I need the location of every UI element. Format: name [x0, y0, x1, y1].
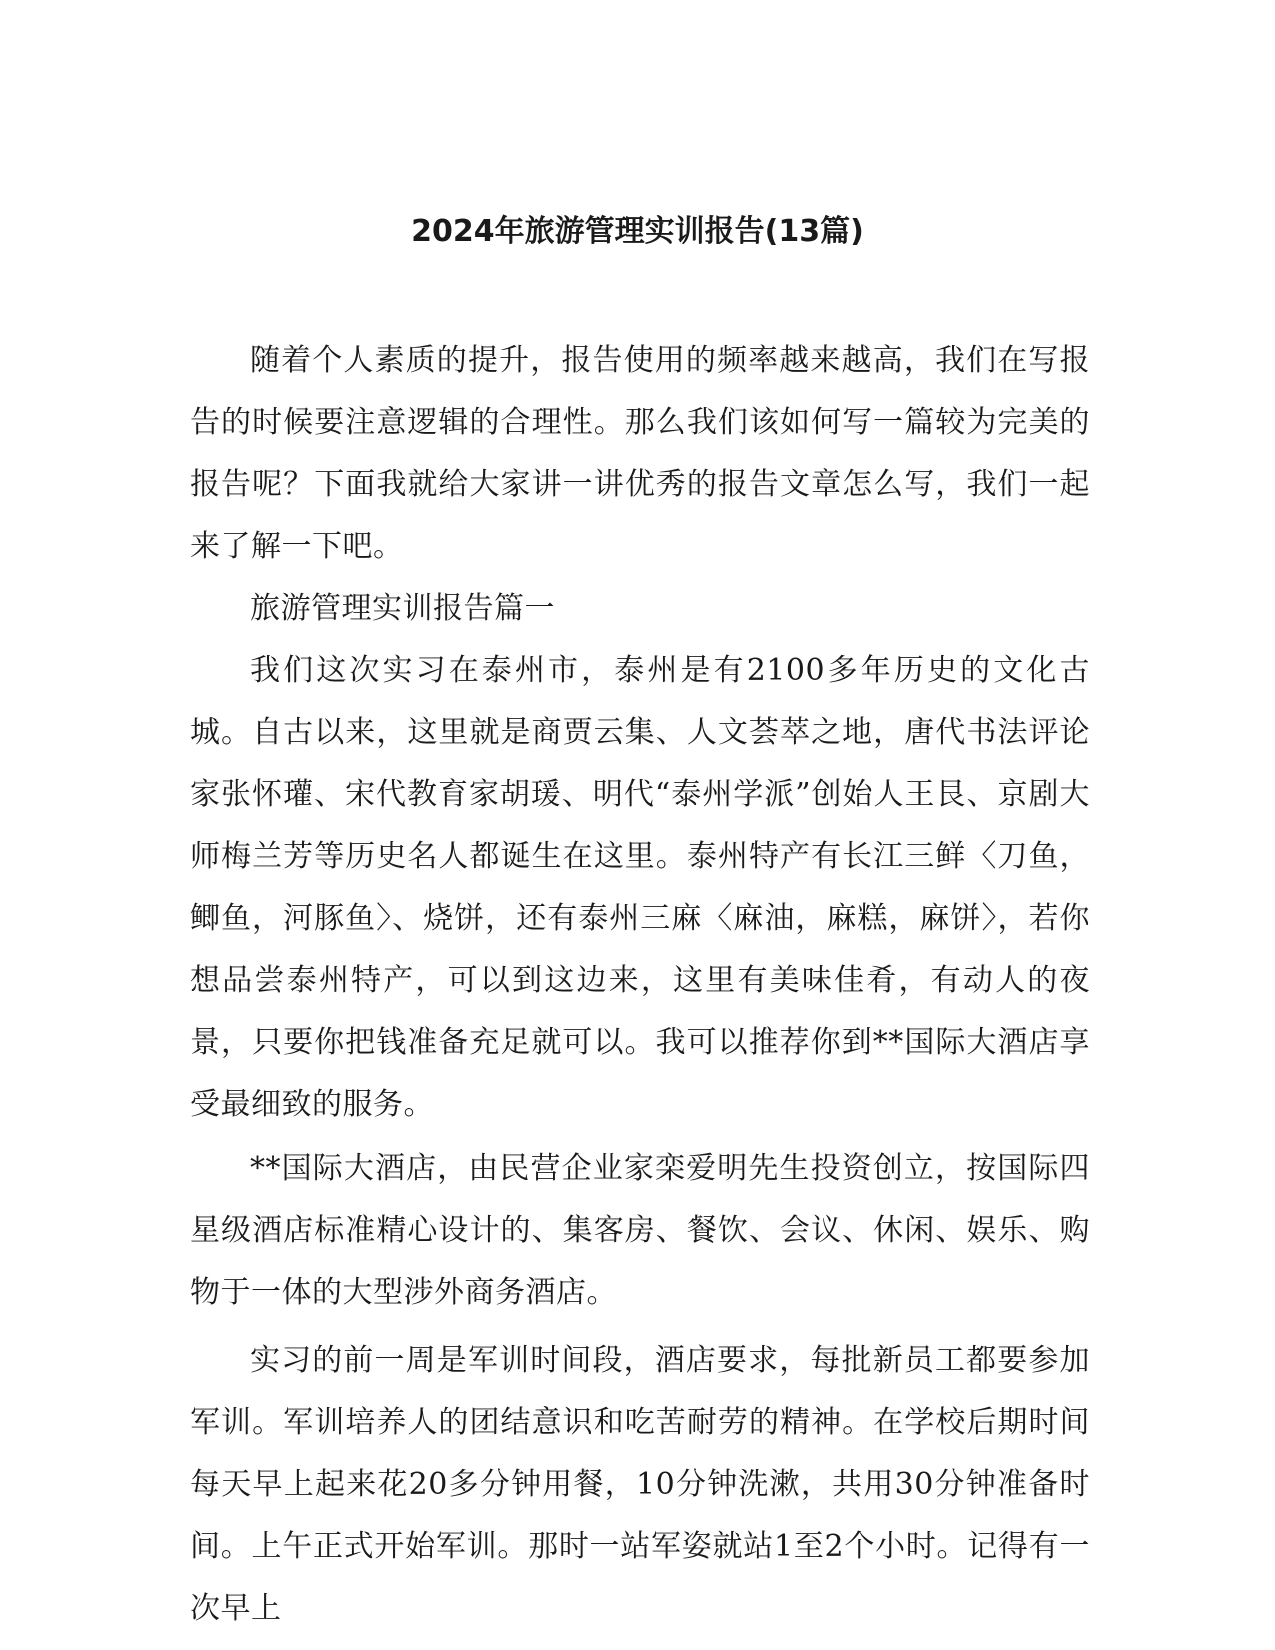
- document-body: [190, 330, 1090, 1640]
- body-paragraph: **国际大酒店，由民营企业家栾爱明先生投资创立，按国际四星级酒店标准精心设计的、集客房、餐饮、会议、休闲、娱乐、购物于一体的大型涉外商务酒店。: [190, 1151, 1090, 1310]
- section-heading: 旅游管理实训报告篇一: [250, 591, 555, 626]
- document-title: 2024年旅游管理实训报告(13篇): [411, 214, 864, 249]
- body-paragraph: 我们这次实习在泰州市，泰州是有2100多年历史的文化古城。自古以来，这里就是商贾云集、人文荟萃之地，唐代书法评论家张怀瓘、宋代教育家胡瑗、明代“泰州学派”创始人王艮、京剧大师梅兰芳等历史名人都诞生在这里。泰州特产有长江三鲜〈刀鱼，鲫鱼，河豚鱼〉、烧饼，还有泰州三麻〈麻油，麻糕，麻饼〉，若你想品尝泰州特产，可以到这边来，这里有美味佳肴，有动人的夜景，只要你把钱准备充足就可以。我可以推荐你到**国际大酒店享受最细致的服务。: [190, 653, 1090, 1122]
- body-paragraph: 实习的前一周是军训时间段，酒店要求，每批新员工都要参加军训。军训培养人的团结意识和吃苦耐劳的精神。在学校后期时间每天早上起来花20多分钟用餐，10分钟洗漱，共用30分钟准备时间。上午正式开始军训。那时一站军姿就站1至2个小时。记得有一次早上: [190, 1343, 1090, 1626]
- intro-paragraph: 随着个人素质的提升，报告使用的频率越来越高，我们在写报告的时候要注意逻辑的合理性。那么我们该如何写一篇较为完美的报告呢？下面我就给大家讲一讲优秀的报告文章怎么写，我们一起来了解一下吧。: [190, 343, 1090, 564]
